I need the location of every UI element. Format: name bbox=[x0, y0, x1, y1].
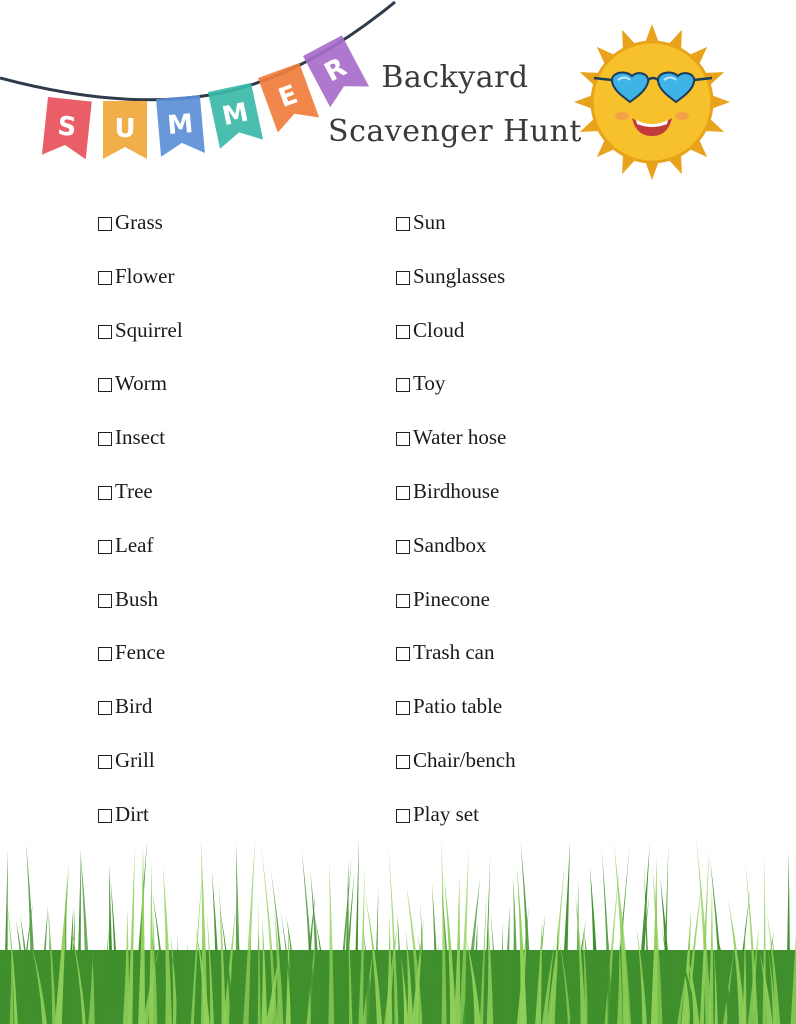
checkbox-icon[interactable] bbox=[98, 486, 112, 500]
checklist-item-label: Play set bbox=[413, 801, 479, 826]
checklist-item[interactable] bbox=[98, 587, 183, 641]
checklist-item[interactable] bbox=[98, 694, 183, 748]
checkbox-icon[interactable] bbox=[396, 325, 410, 339]
checklist-item-label: Squirrel bbox=[115, 317, 183, 342]
checklist-item-label: Tree bbox=[115, 478, 153, 503]
checklist-item-label: Fence bbox=[115, 640, 166, 665]
checkbox-icon[interactable] bbox=[396, 271, 410, 285]
checklist-item-label: Sun bbox=[413, 210, 446, 234]
checklist-item-label: Pinecone bbox=[413, 586, 490, 611]
checklist-item-label: Insect bbox=[115, 425, 166, 450]
banner-flag bbox=[208, 83, 263, 149]
checkbox-icon[interactable] bbox=[98, 755, 112, 769]
checkbox-icon[interactable] bbox=[396, 755, 410, 769]
sun-face bbox=[592, 42, 712, 162]
checkbox-icon[interactable] bbox=[98, 809, 112, 823]
checklist-left-column bbox=[98, 210, 183, 856]
checklist-item-label: Patio table bbox=[413, 694, 503, 719]
checklist-item[interactable] bbox=[396, 318, 516, 372]
banner-flag bbox=[103, 101, 147, 159]
checklist-right-column bbox=[396, 210, 516, 856]
page-title-line-1: Backyard bbox=[381, 60, 529, 95]
checklist-item[interactable] bbox=[396, 533, 516, 587]
checklist-item[interactable] bbox=[396, 748, 516, 802]
checklist-item[interactable] bbox=[98, 318, 183, 372]
checklist-item-label: Chair/bench bbox=[413, 747, 516, 772]
checklist-item[interactable] bbox=[98, 533, 183, 587]
checklist-item[interactable] bbox=[396, 425, 516, 479]
checkbox-icon[interactable] bbox=[396, 540, 410, 554]
checklist-item-label: Flower bbox=[115, 263, 175, 288]
checkbox-icon[interactable] bbox=[396, 217, 410, 231]
checklist-item[interactable] bbox=[98, 748, 183, 802]
banner-letter: R bbox=[319, 52, 352, 89]
checkbox-icon[interactable] bbox=[396, 647, 410, 661]
banner-flag bbox=[258, 63, 319, 133]
sun-with-sunglasses-icon bbox=[570, 20, 735, 185]
checkbox-icon[interactable] bbox=[98, 647, 112, 661]
checklist-item[interactable] bbox=[98, 264, 183, 318]
banner-letter: M bbox=[219, 97, 252, 133]
checklist-item-label: Grass bbox=[115, 210, 163, 234]
checklist-item-label: Sunglasses bbox=[413, 263, 506, 288]
banner-letter: E bbox=[274, 79, 302, 114]
banner-flag bbox=[42, 97, 92, 159]
checklist-item[interactable] bbox=[98, 371, 183, 425]
checklist-item[interactable] bbox=[396, 694, 516, 748]
banner-letter: U bbox=[114, 114, 136, 144]
checkbox-icon[interactable] bbox=[98, 701, 112, 715]
checklist-item-label: Cloud bbox=[413, 317, 465, 342]
checklist-item-label: Bird bbox=[115, 694, 153, 719]
checkbox-icon[interactable] bbox=[98, 432, 112, 446]
checklist-item[interactable] bbox=[396, 371, 516, 425]
banner-letter: S bbox=[56, 111, 78, 144]
checkbox-icon[interactable] bbox=[396, 701, 410, 715]
checklist-item[interactable] bbox=[98, 479, 183, 533]
checkbox-icon[interactable] bbox=[98, 540, 112, 554]
checklist-item-label: Worm bbox=[115, 371, 167, 396]
checklist-item[interactable] bbox=[98, 425, 183, 479]
grass-border-icon bbox=[0, 830, 796, 1024]
checkbox-icon[interactable] bbox=[396, 809, 410, 823]
checklist-item[interactable] bbox=[396, 264, 516, 318]
checkbox-icon[interactable] bbox=[98, 378, 112, 392]
checkbox-icon[interactable] bbox=[98, 594, 112, 608]
checkbox-icon[interactable] bbox=[98, 217, 112, 231]
checklist-item-label: Leaf bbox=[115, 532, 154, 557]
checkbox-icon[interactable] bbox=[396, 486, 410, 500]
banner-flag bbox=[156, 95, 205, 157]
checklist-item[interactable] bbox=[396, 587, 516, 641]
checklist-item-label: Toy bbox=[413, 371, 446, 396]
banner-letter: M bbox=[166, 108, 195, 142]
checkbox-icon[interactable] bbox=[396, 594, 410, 608]
checklist-item[interactable] bbox=[98, 640, 183, 694]
checklist-item[interactable] bbox=[396, 640, 516, 694]
checklist-item-label: Sandbox bbox=[413, 532, 487, 557]
checklist-item-label: Dirt bbox=[115, 801, 149, 826]
checkbox-icon[interactable] bbox=[396, 432, 410, 446]
checklist-item[interactable] bbox=[396, 210, 516, 264]
checklist-item[interactable] bbox=[396, 479, 516, 533]
checklist-item-label: Bush bbox=[115, 586, 159, 611]
checkbox-icon[interactable] bbox=[98, 271, 112, 285]
checklist-item[interactable] bbox=[98, 210, 183, 264]
checklist-item-label: Trash can bbox=[413, 640, 495, 665]
checklist-item-label: Water hose bbox=[413, 425, 507, 450]
checklist-item-label: Birdhouse bbox=[413, 478, 500, 503]
checkbox-icon[interactable] bbox=[396, 378, 410, 392]
page-title-line-2: Scavenger Hunt bbox=[328, 114, 582, 149]
checkbox-icon[interactable] bbox=[98, 325, 112, 339]
checklist-item-label: Grill bbox=[115, 747, 155, 772]
